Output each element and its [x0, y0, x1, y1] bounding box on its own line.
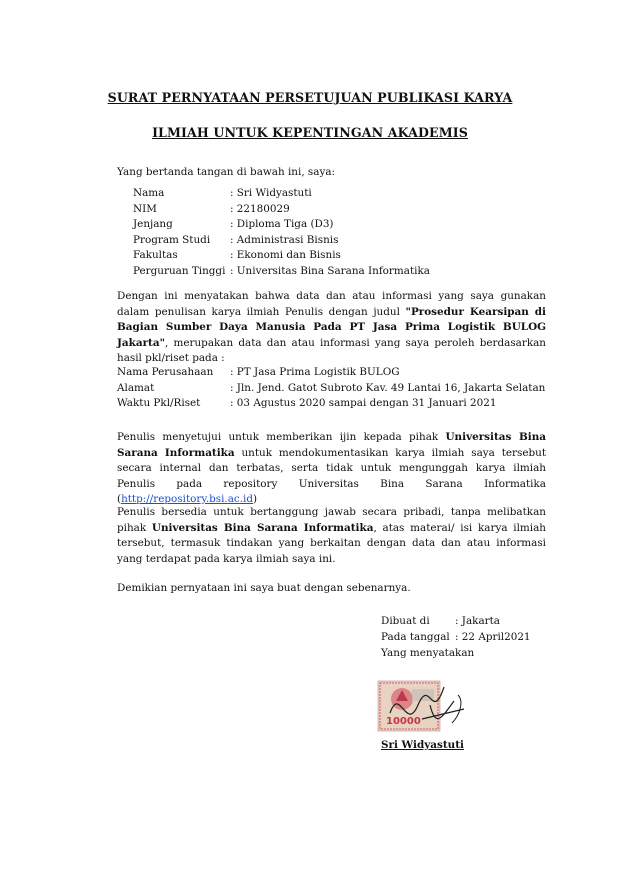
- document-title-line-1: SURAT PERNYATAAN PERSETUJUAN PUBLIKASI KARYA: [107, 90, 513, 105]
- identity-value: : Administrasi Bisnis: [230, 233, 339, 246]
- place-label: Dibuat di: [381, 615, 430, 627]
- identity-value: : Universitas Bina Sarana Informatika: [230, 264, 430, 277]
- identity-label: NIM: [133, 202, 157, 215]
- date-value: : 22 April2021: [455, 631, 531, 643]
- university-name: Universitas Bina Sarana Informatika: [151, 521, 374, 534]
- permission-text-b: untuk mendokumentasikan karya ilmiah saya tersebut secara internal dan terbatas, serta tidak untuk mengunggah karya ilmiah Penulis pada repository Universitas Bina Sarana Informatika (: [117, 446, 547, 505]
- identity-list: [133, 186, 430, 279]
- intro-text: Yang bertanda tangan di bawah ini, saya:: [117, 166, 336, 178]
- declarant-label: Yang menyatakan: [381, 647, 475, 659]
- company-value: : PT Jasa Prima Logistik BULOG: [230, 366, 400, 378]
- identity-row: [133, 186, 430, 202]
- identity-label: Program Studi: [133, 233, 211, 246]
- statement-text-a: Dengan ini menyatakan bahwa data dan atau informasi yang saya gunakan dalam penulisan karya ilmiah Penulis dengan judul: [117, 290, 546, 318]
- company-row: [117, 381, 545, 397]
- signature-block: [381, 614, 531, 662]
- identity-row: [133, 233, 430, 249]
- identity-label: Jenjang: [133, 218, 173, 230]
- document-title-line-2: ILMIAH UNTUK KEPENTINGAN AKADEMIS: [152, 125, 468, 140]
- university-name: Universitas Bina Sarana Informatika: [117, 431, 546, 459]
- statement-paragraph: [117, 289, 546, 367]
- responsibility-paragraph: [117, 505, 546, 567]
- identity-label: Nama: [133, 187, 165, 199]
- identity-label: Perguruan Tinggi: [133, 264, 226, 277]
- stamp-and-signature-image: [372, 675, 472, 737]
- responsibility-text-a: Penulis bersedia untuk bertanggung jawab secara pribadi, tanpa melibatkan pihak: [117, 506, 546, 534]
- identity-value: : Ekonomi dan Bisnis: [230, 249, 341, 261]
- repository-link[interactable]: http://repository.bsi.ac.id: [121, 493, 254, 505]
- identity-value: : Sri Widyastuti: [230, 187, 312, 199]
- identity-row: [133, 248, 430, 264]
- stamp-value: 10000: [386, 716, 421, 727]
- company-row: [117, 396, 545, 412]
- identity-value: : 22180029: [230, 202, 290, 215]
- closing-text: Demikian pernyataan ini saya buat dengan sebenarnya.: [117, 582, 411, 594]
- identity-row: [133, 264, 430, 280]
- company-value: : 03 Agustus 2020 sampai dengan 31 Januari 2021: [230, 397, 497, 410]
- thesis-title: "Prosedur Kearsipan di Bagian Sumber Daya Manusia Pada PT Jasa Prima Logistik BULOG Jakarta": [117, 305, 546, 349]
- statement-text-b: , merupakan data dan atau informasi yang saya peroleh berdasarkan hasil pkl/riset pada :: [117, 336, 546, 364]
- signature-place-row: [381, 614, 531, 630]
- identity-row: [133, 202, 430, 218]
- identity-value: : Diploma Tiga (D3): [230, 218, 334, 230]
- identity-label: Fakultas: [133, 249, 178, 261]
- permission-text-a: Penulis menyetujui untuk memberikan ijin kepada pihak: [117, 431, 446, 443]
- company-label: Waktu Pkl/Riset: [117, 397, 201, 410]
- company-list: [117, 365, 545, 412]
- signer-name: Sri Widyastuti: [381, 739, 464, 751]
- permission-text-c: ): [253, 493, 258, 505]
- signature-date-row: [381, 630, 531, 646]
- permission-paragraph: [117, 430, 546, 508]
- place-value: : Jakarta: [455, 615, 500, 627]
- date-label: Pada tanggal: [381, 631, 450, 643]
- company-row: [117, 365, 545, 381]
- company-value: : Jln. Jend. Gatot Subroto Kav. 49 Lantai 16, Jakarta Selatan: [230, 381, 546, 394]
- company-label: Alamat: [117, 381, 155, 394]
- identity-row: [133, 217, 430, 233]
- company-label: Nama Perusahaan: [117, 366, 214, 378]
- responsibility-text-b: , atas materai/ isi karya ilmiah tersebut, termasuk tindakan yang berkaitan dengan data dan atau informasi yang terdapat pada karya ilmiah saya ini.: [117, 521, 546, 565]
